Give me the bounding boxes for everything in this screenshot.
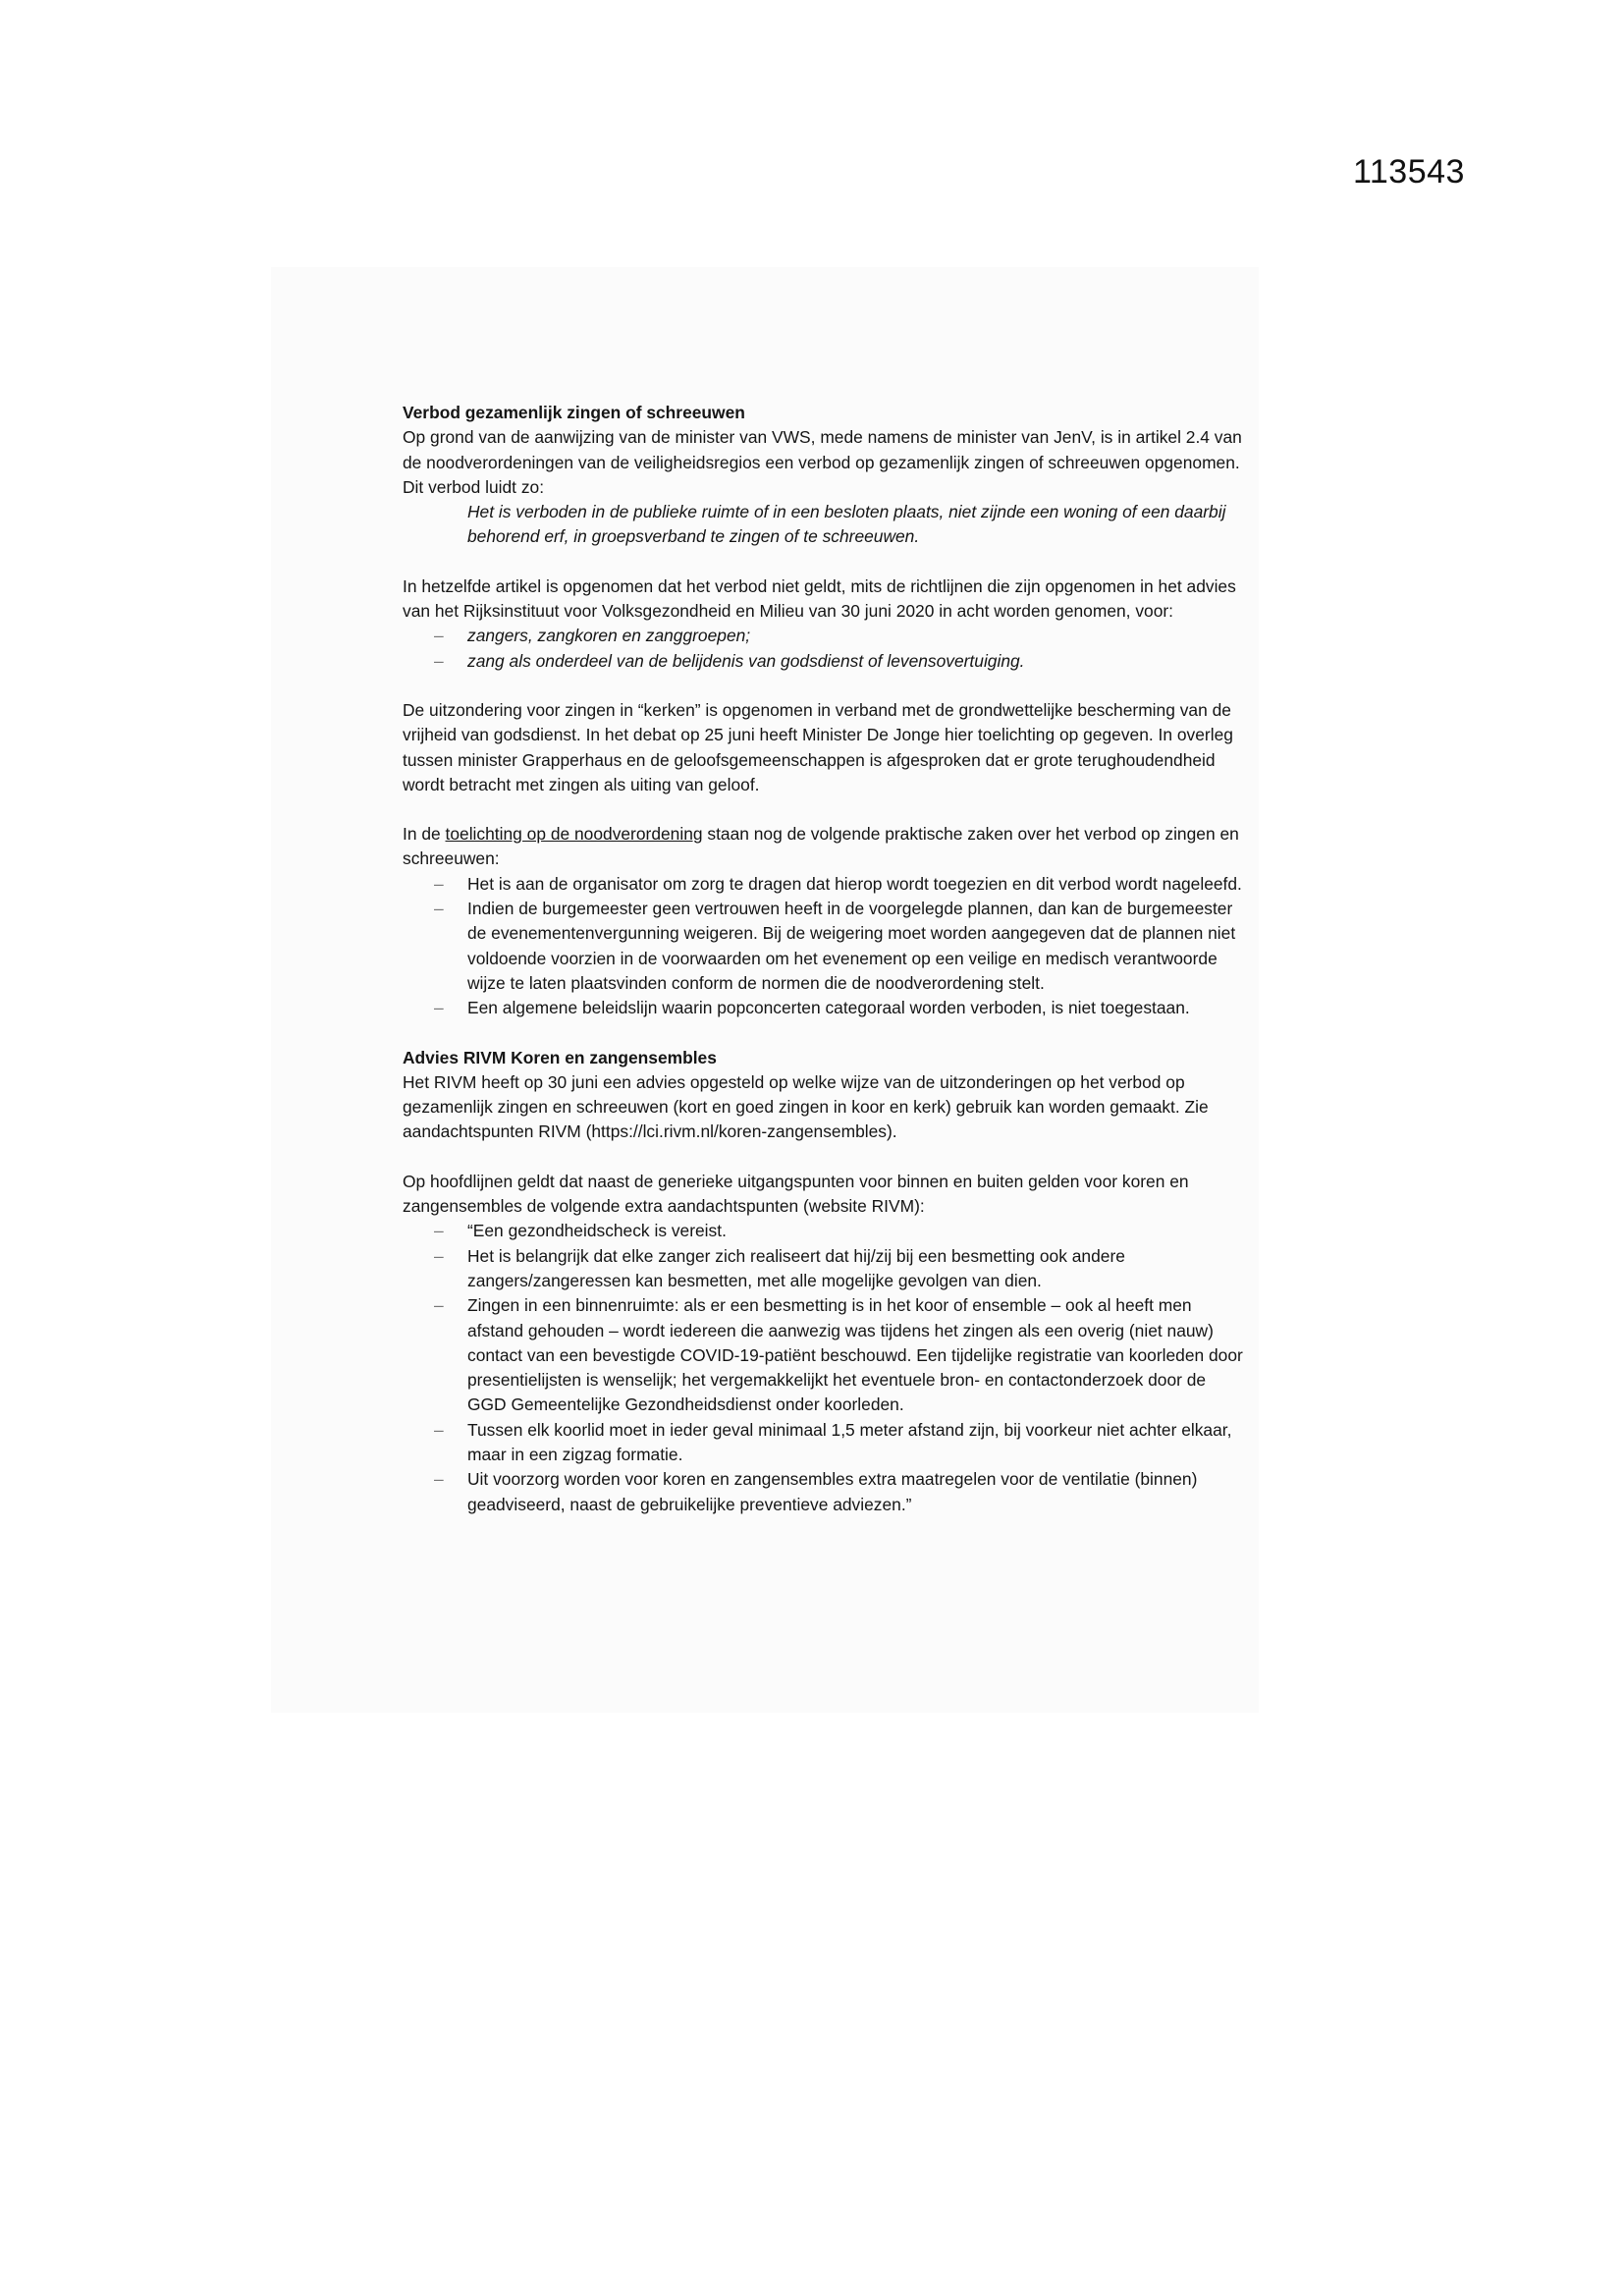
dash-bullet: – bbox=[434, 650, 444, 671]
section-heading-verbod: Verbod gezamenlijk zingen of schreeuwen bbox=[403, 403, 745, 422]
list-item: – Het is belangrijk dat elke zanger zich realiseert dat hij/zij bij een besmetting ook andere zangers/zangeressen kan besmetten, met alle mogelijke gevolgen van dien. bbox=[434, 1245, 1125, 1290]
section-heading-advies: Advies RIVM Koren en zangensembles bbox=[403, 1047, 717, 1067]
list-item: – Uit voorzorg worden voor koren en zangensembles extra maatregelen voor de ventilatie (binnen) geadviseerd, naast de gebruikelijke preventieve adviezen.” bbox=[434, 1469, 1198, 1514]
dash-bullet: – bbox=[434, 899, 444, 919]
dash-bullet: – bbox=[434, 1419, 444, 1440]
exception-list bbox=[403, 624, 1245, 674]
list-item: – Zingen in een binnenruimte: als er een besmetting is in het koor of ensemble – ook al heeft men afstand gehouden – wordt iedereen die aanwezig was tijdens het zingen als een overig (niet nauw) contact van een bevestigde COVID-19-patiënt beschouwd. Een tijdelijke registratie van koorleden door presentielijsten is wenselijk; het vergemakkelijkt het eventuele bron- en contactonderzoek door de GGD Gemeentelijke Gezondheidsdienst onder koorleden. bbox=[434, 1295, 1243, 1415]
dash-bullet: – bbox=[434, 626, 444, 646]
paragraph-main-lines: Op hoofdlijnen geldt dat naast de generieke uitgangspunten voor binnen en buiten gelden voor koren en zangensembles de volgende extra aandachtspunten (website RIVM): bbox=[403, 1171, 1189, 1217]
quoted-prohibition: Het is verboden in de publieke ruimte of in een besloten plaats, niet zijnde een woning of een daarbij behorend erf, in groepsverband te zingen of te schreeuwen. bbox=[467, 502, 1226, 547]
list-item: – zangers, zangkoren en zanggroepen; bbox=[403, 624, 1245, 648]
dash-bullet: – bbox=[434, 1469, 444, 1490]
list-item: – “Een gezondheidscheck is vereist. bbox=[403, 1219, 1245, 1243]
practical-list bbox=[403, 872, 1245, 1021]
document-body bbox=[403, 401, 1245, 1517]
paragraph-churches: De uitzondering voor zingen in “kerken” is opgenomen in verband met de grondwettelijke bescherming van de vrijheid van godsdienst. In het debat op 25 juni heeft Minister De Jonge hier toelichting op gegeven. In overleg tussen minister Grapperhaus en de geloofsgemeenschappen is afgesproken dat er grote terughoudendheid wordt betracht met zingen als uiting van geloof. bbox=[403, 699, 1233, 794]
list-item: – Het is aan de organisator om zorg te dragen dat hierop wordt toegezien en dit verbod wordt nageleefd. bbox=[403, 872, 1245, 897]
list-item: – zang als onderdeel van de belijdenis van godsdienst of levensovertuiging. bbox=[403, 649, 1245, 674]
paragraph-practical: In de toelichting op de noodverordening staan nog de volgende praktische zaken over het verbod op zingen en schreeuwen: bbox=[403, 824, 1239, 869]
paragraph-exception: In hetzelfde artikel is opgenomen dat het verbod niet geldt, mits de richtlijnen die zijn opgenomen in het advies van het Rijksinstituut voor Volksgezondheid en Milieu van 30 juni 2020 in acht worden genomen, voor: bbox=[403, 575, 1236, 622]
paragraph-intro: Op grond van de aanwijzing van de minister van VWS, mede namens de minister van JenV, is in artikel 2.4 van de noodverordeningen van de veiligheidsregios een verbod op gezamenlijk zingen of schreeuwen opgenomen. Dit verbod luidt zo: bbox=[403, 427, 1242, 497]
list-item: – Indien de burgemeester geen vertrouwen heeft in de voorgelegde plannen, dan kan de burgemeester de evenementenvergunning weigeren. Bij de weigering moet worden aangegeven dat de plannen niet voldoende voorzien in de voorwaarden om het evenement op een veilige en medisch verantwoorde wijze te laten plaatsvinden conform de normen die de noodverordening stelt. bbox=[434, 899, 1236, 993]
dash-bullet: – bbox=[434, 998, 444, 1018]
rivm-list bbox=[403, 1219, 1245, 1517]
dash-bullet: – bbox=[434, 1245, 444, 1266]
dash-bullet: – bbox=[434, 873, 444, 894]
dash-bullet: – bbox=[434, 1295, 444, 1316]
toelichting-link[interactable]: toelichting op de noodverordening bbox=[445, 824, 703, 845]
document-number: 113543 bbox=[1353, 153, 1465, 191]
paragraph-rivm: Het RIVM heeft op 30 juni een advies opgesteld op welke wijze van de uitzonderingen op het verbod op gezamenlijk zingen en schreeuwen (kort en goed zingen in koor en kerk) gebruik kan worden gemaakt. Zie aandachtspunten RIVM (https://lci.rivm.nl/koren-zangensembles). bbox=[403, 1071, 1209, 1142]
dash-bullet: – bbox=[434, 1221, 444, 1241]
list-item: – Een algemene beleidslijn waarin popconcerten categoraal worden verboden, is niet toegestaan. bbox=[403, 996, 1245, 1020]
list-item: – Tussen elk koorlid moet in ieder geval minimaal 1,5 meter afstand zijn, bij voorkeur niet achter elkaar, maar in een zigzag formatie. bbox=[434, 1419, 1232, 1464]
